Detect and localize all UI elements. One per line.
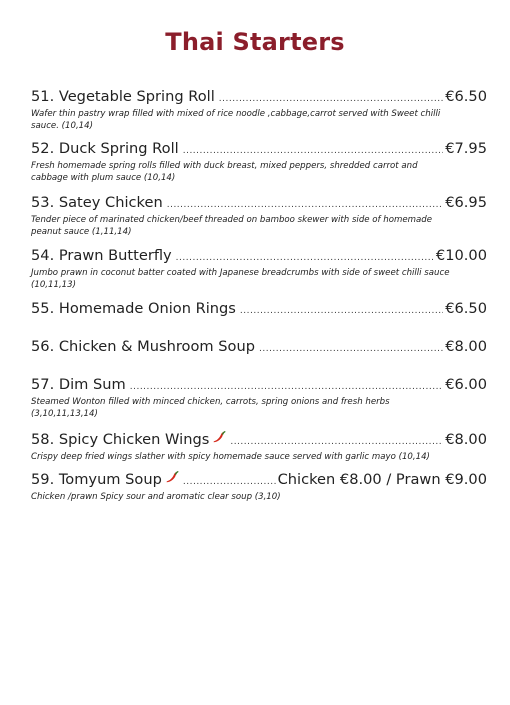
menu-item-spicy-chicken-wings bbox=[31, 430, 487, 463]
item-description: Steamed Wonton filled with minced chicken, carrots, spring onions and fresh herbs (3,10,11,13,14) bbox=[31, 397, 390, 419]
item-name: 58. Spicy Chicken Wings bbox=[31, 431, 210, 448]
item-name: 59. Tomyum Soup bbox=[31, 471, 162, 488]
item-name: 55. Homemade Onion Rings bbox=[31, 300, 236, 317]
item-price: €8.00 bbox=[445, 431, 487, 448]
item-price: €7.95 bbox=[445, 140, 487, 157]
item-description: Jumbo prawn in coconut batter coated with Japanese breadcrumbs with side of sweet chilli sauce (10,11,13) bbox=[31, 268, 450, 290]
dot-leader bbox=[230, 437, 443, 447]
item-price: €8.00 bbox=[445, 338, 487, 355]
item-price: Chicken €8.00 / Prawn €9.00 bbox=[277, 471, 487, 488]
item-name: 56. Chicken & Mushroom Soup bbox=[31, 338, 255, 355]
item-price: €6.50 bbox=[445, 88, 487, 105]
dot-leader bbox=[183, 477, 276, 487]
menu-item-prawn-butterfly bbox=[31, 247, 487, 291]
item-name: 51. Vegetable Spring Roll bbox=[31, 88, 215, 105]
menu-item-vegetable-spring-roll bbox=[31, 88, 487, 132]
item-price: €6.95 bbox=[445, 194, 487, 211]
item-description: Tender piece of marinated chicken/beef threaded on bamboo skewer with side of homemade peanut sauce (1,11,14) bbox=[31, 215, 433, 237]
dot-leader bbox=[176, 253, 434, 263]
dot-leader bbox=[130, 382, 443, 392]
item-description: Wafer thin pastry wrap filled with mixed of rice noodle ,cabbage,carrot served with Sweet chilli sauce. (10,14) bbox=[31, 109, 441, 131]
dot-leader bbox=[219, 94, 443, 104]
menu-item-duck-spring-roll bbox=[31, 140, 487, 184]
chili-icon bbox=[212, 430, 226, 444]
page-title: Thai Starters bbox=[165, 28, 345, 56]
dot-leader bbox=[167, 200, 444, 210]
item-name: 54. Prawn Butterfly bbox=[31, 247, 172, 264]
item-description: Chicken /prawn Spicy sour and aromatic clear soup (3,10) bbox=[31, 492, 281, 502]
chili-icon bbox=[165, 470, 179, 484]
item-name: 57. Dim Sum bbox=[31, 376, 126, 393]
item-price: €10.00 bbox=[435, 247, 487, 264]
dot-leader bbox=[183, 146, 444, 156]
menu-item-dim-sum bbox=[31, 376, 487, 420]
item-price: €6.00 bbox=[445, 376, 487, 393]
dot-leader bbox=[259, 344, 443, 354]
item-description: Crispy deep fried wings slather with spicy homemade sauce served with garlic mayo (10,14) bbox=[31, 452, 430, 462]
item-price: €6.50 bbox=[445, 300, 487, 317]
menu-item-onion-rings bbox=[31, 300, 487, 317]
menu-item-tomyum-soup bbox=[31, 470, 487, 503]
menu-item-chicken-mushroom-soup bbox=[31, 338, 487, 355]
item-description: Fresh homemade spring rolls filled with duck breast, mixed peppers, shredded carrot and cabbage with plum sauce (10,14) bbox=[31, 161, 418, 183]
dot-leader bbox=[240, 306, 443, 316]
menu-item-satey-chicken bbox=[31, 194, 487, 238]
item-name: 52. Duck Spring Roll bbox=[31, 140, 179, 157]
item-name: 53. Satey Chicken bbox=[31, 194, 163, 211]
